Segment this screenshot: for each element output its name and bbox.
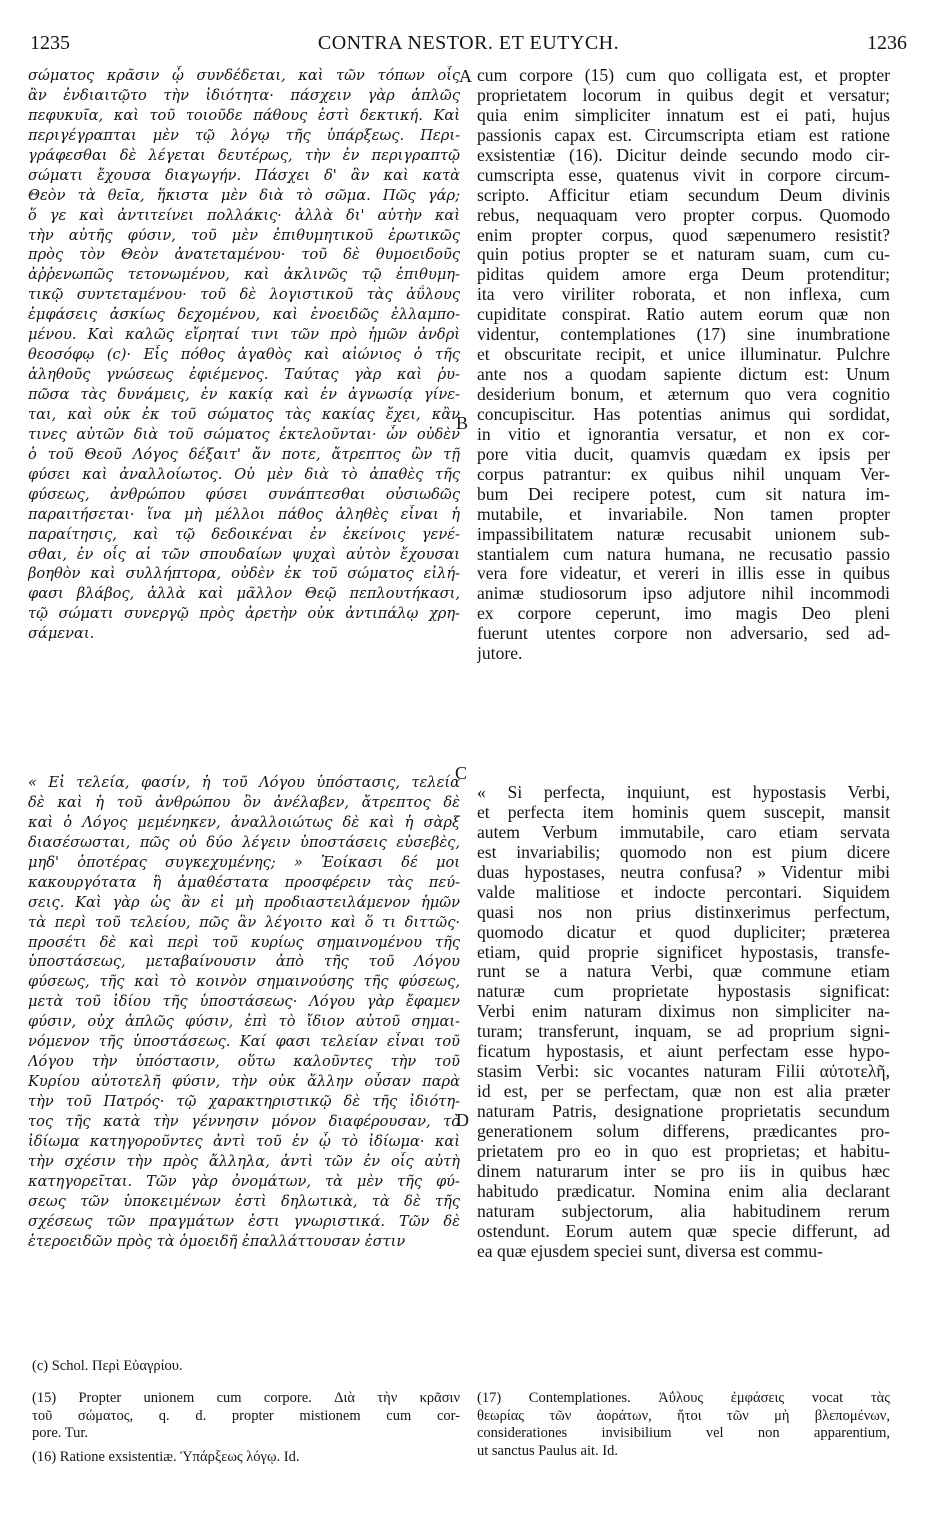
latin-text-line: et obscuritate recipit, et unice illuminatur. Pulchre	[477, 345, 890, 365]
latin-text-line: proprietatem locorum in quibus degit et versatur;	[477, 85, 890, 105]
greek-text-line: νόμενον τῆς ὑποστάσεως. Καί φασι τελείαν εἶναι τοῦ	[28, 1033, 460, 1051]
latin-text-line: impassibilitatem naturæ recusabit unionem sub-	[477, 524, 890, 544]
greek-text-line: μένου. Καὶ καλῶς εἴρηταί τινι τῶν πρὸ ἡμῶν ἀνδρὶ	[28, 326, 460, 344]
greek-text-line: μετὰ τοῦ ἰδίου τῆς ὑποστάσεως· Λόγου γὰρ ἔφαμεν	[28, 993, 460, 1011]
footnote-15-text-line: pore. Tur.	[32, 1425, 89, 1441]
latin-text-line: « Si perfecta, inquiunt, est hypostasis Verbi,	[477, 783, 890, 802]
greek-text-line: τὰ περὶ τοῦ τελείου, πῶς ἂν λέγοιτο καὶ ὅ τι διττῶς·	[28, 913, 460, 931]
greek-text-line: Θεὸν τὰ θεῖα, ἥκιστα μὲν διὰ τὸ σῶμα. Πῶς γάρ;	[28, 186, 460, 204]
greek-text-line: προσέτι δὲ καὶ περὶ τοῦ κυρίως σημαινομένου τῆς	[28, 933, 460, 951]
greek-text-line: τὴν σχέσιν τὴν πρὸς ἄλληλα, ἀντὶ τῶν ἐν οἷς αὐτὴ	[28, 1152, 460, 1170]
latin-text-line: turam; transferunt, inquam, se ad proprium signi-	[477, 1022, 890, 1042]
latin-text-line: runt se a natura Verbi, quæ commune etiam	[477, 962, 890, 982]
greek-text-line: θεοσόφῳ (c)· Εἷς πόθος ἀγαθὸς καὶ αἰώνιος ὁ τῆς	[28, 346, 460, 364]
latin-text-line: Verbi enim naturam diximus non simpliciter na-	[477, 1002, 890, 1022]
latin-text-line: habitudo prædicatur. Nomina enim alia declarant	[477, 1181, 890, 1201]
latin-text-line: ex corpore ceperunt, imo magis Deo pleni	[477, 604, 890, 624]
greek-text-line: ἐμφάσεις ἀσκίως δεχομένου, καὶ ἑνοειδῶς ἐλλαμπο-	[28, 306, 460, 324]
greek-text-line: τὴν αὐτῆς φύσιν, τοῦ μὲν ἐπιθυμητικοῦ ἐρωτικῶς	[28, 226, 460, 244]
latin-text-line: et perfecta item hominis quem suscepit, mansit	[477, 802, 890, 822]
latin-text-line: stasim Verbi: sic vocantes naturam Filii αὐτοτελῆ,	[477, 1062, 890, 1082]
running-header	[30, 32, 907, 60]
footnote-17-text-line: θεωρίας τῶν ἀοράτων, ἤτοι τῶν μὴ βλεπομένων,	[477, 1407, 890, 1424]
latin-text-line: vera fore videatur, et vereri in illis esse in quibus	[477, 564, 890, 584]
latin-column-paragraph-2	[477, 783, 890, 1262]
greek-text-line: φύσεως, τῆς καὶ τὸ κοινὸν σημαινούσης τῆς φύσεως,	[28, 973, 460, 991]
latin-text-line: jutore.	[477, 644, 523, 664]
greek-text-line: πεφυκυῖα, καὶ τοῦ τοιοῦδε πάθους ἐστὶ δεκτική. Καὶ	[28, 106, 460, 124]
footnote-17	[477, 1390, 890, 1460]
latin-text-line: stantialem cum natura humana, ne recusatio passio	[477, 544, 890, 564]
latin-text-line: cumscripta esse, quatenus vivit in corpore circum-	[477, 165, 890, 185]
latin-text-line: pore vitia ducit, quamvis quædam ex ipsis per	[477, 444, 890, 464]
greek-text-line: ἑτεροειδῶν πρὸς τὰ ὁμοειδῆ ἐπαλλάττουσαν ἐστιν	[28, 1232, 406, 1250]
greek-text-line: κατηγορεῖται. Τῶν γὰρ ὀνομάτων, τὰ μὲν τῆς φύ-	[28, 1172, 460, 1190]
margin-marker-c: C	[455, 763, 468, 783]
latin-text-line: ante nos a quodam sapiente dictum est: Unum	[477, 365, 890, 385]
greek-text-line: ἂν ἐνδιαιτῷτο τὴν ἰδιότητα· πάσχειν γὰρ ἁπλῶς	[28, 86, 460, 104]
greek-column-paragraph-2	[28, 773, 460, 1252]
greek-text-line: σθαι, ἐν οἷς αἱ τῶν σπουδαίων ψυχαὶ αὐτὸν ἔχουσαι	[28, 545, 460, 563]
latin-text-line: ficatum hypostasis, et aiunt perfectam esse hypo-	[477, 1042, 890, 1062]
greek-text-line: παραίτησις, καὶ τῷ δεδοικέναι ἐν ἐκείνοις γενέ-	[28, 525, 460, 543]
greek-text-line: σεως τῶν ὑποκειμένων ἐστὶ δηλωτικὰ, τὰ δὲ τῆς	[28, 1192, 460, 1210]
latin-text-line: generationem solum differens, prædicantes pro-	[477, 1121, 890, 1141]
latin-text-line: quia enim simpliciter innatum est ei pati, hujus	[477, 105, 890, 125]
footnote-17-text-line: (17) Contemplationes. Ἀΰλους ἐμφάσεις vocat τὰς	[477, 1390, 890, 1406]
latin-text-line: in vitio et ignorantia versatur, et non ex cor-	[477, 424, 890, 444]
greek-text-line: πρὸς τὸν Θεὸν ἀνατεταμένου· τοῦ δὲ θυμοειδοῦς	[28, 246, 460, 264]
greek-text-line: ἰδίωμα κατηγοροῦντες ἀντὶ τοῦ ἐν ᾧ τὸ ἰδίωμα· καὶ	[28, 1132, 460, 1150]
page-number-left: 1235	[30, 32, 70, 54]
footnote-17-text-line: ut sanctus Paulus ait. Id.	[477, 1442, 618, 1459]
latin-text-line: rebus, nequaquam vero propter corpus. Quomodo	[477, 205, 890, 225]
greek-text-line: δὲ καὶ ἡ τοῦ ἀνθρώπου ὃν ἀνέλαβεν, ἄτρεπτος δὲ	[28, 793, 460, 811]
footnote-15-text-line: (15) Propter unionem cum corpore. Διὰ τὴν κρᾶσιν	[32, 1390, 460, 1406]
latin-text-line: est invariabilis; quomodo non est pium dicere	[477, 842, 890, 862]
latin-text-line: prietatem pro eo in quo est proprietas; et habitu-	[477, 1141, 890, 1161]
greek-text-line: ται, καὶ οὐκ ἐκ τοῦ σώματος τὰς κακίας ἔχει, κἂν	[28, 405, 460, 423]
greek-text-line: Λόγου τὴν ὑπόστασιν, οὕτω καλοῦντες τὴν τοῦ	[28, 1053, 460, 1071]
greek-text-line: ὁ τοῦ Θεοῦ Λόγος δέξαιτ' ἄν ποτε, ἄτρεπτος ὢν τῇ	[28, 445, 460, 463]
latin-text-line: quin potius propter se et naturam suam, cum cu-	[477, 245, 890, 265]
latin-text-line: ea quæ ejusdem speciei sunt, diversa est commu-	[477, 1241, 823, 1261]
greek-text-line: ἀληθοῦς γνώσεως ἐφιέμενος. Ταύτας γὰρ καὶ ῥυ-	[28, 366, 460, 384]
greek-text-line: παραιτήσεται· ἵνα μὴ μέλλοι πάθος ἀληθὲς εἶναι ἡ	[28, 505, 460, 523]
latin-text-line: fuerunt utentes corpore non adversario, sed ad-	[477, 624, 890, 644]
greek-text-line: τος τῆς κατὰ τὴν γέννησιν μόνον διαφέρουσαν, τὸ	[28, 1112, 460, 1130]
footnote-17-text-line: considerationes invisibilium vel non apparentium,	[477, 1425, 890, 1441]
greek-column-paragraph-1	[28, 66, 460, 644]
greek-text-line: μηδ' ὁποτέρας συγκεχυμένης; » Ἐοίκασι δέ μοι	[28, 853, 460, 871]
latin-text-line: cum corpore (15) cum quo colligata est, et propter	[477, 66, 890, 85]
greek-text-line: κακουργότατα ἢ ἀμαθέστατα προσφέρειν τὰς πεύ-	[28, 873, 460, 891]
latin-text-line: duas hypostases, neutra confusa? » Videntur mibi	[477, 862, 890, 882]
margin-marker-b: B	[456, 413, 469, 433]
greek-text-line: « Εἰ τελεία, φασίν, ἡ τοῦ Λόγου ὑπόστασις, τελεία	[28, 774, 460, 791]
greek-text-line: σώματος κρᾶσιν ᾧ συνδέδεται, καὶ τῶν τόπων οἷς	[28, 67, 460, 84]
greek-text-line: φασι βλάβος, ἀλλὰ καὶ μᾶλλον Θεῷ πεπλουτήκασι,	[28, 585, 460, 603]
margin-marker-d: D	[456, 1110, 469, 1130]
latin-text-line: dinem naturarum inter se pro iis in quibus hæc	[477, 1161, 890, 1181]
greek-text-line: σώματι ἔχουσα διαγωγήν. Πάσχει δ' ἂν καὶ κατὰ	[28, 166, 460, 184]
latin-text-line: mutabile, et invariabile. Non tamen propter	[477, 504, 890, 524]
greek-text-line: καὶ ὁ Λόγος μεμένηκεν, ἀναλλοιώτως δὲ καὶ ἡ σὰρξ	[28, 813, 460, 831]
greek-text-line: Κυρίου αὐτοτελῆ φύσιν, τὴν οὐκ ἄλλην οὖσαν παρὰ	[28, 1073, 460, 1091]
latin-text-line: piditas quidem amore erga Deum protenditur;	[477, 265, 890, 285]
latin-text-line: videntur, contemplationes (17) sine inumbratione	[477, 325, 890, 345]
latin-text-line: naturam Patris, designatione proprietatis secundum	[477, 1102, 890, 1121]
latin-column-paragraph-1	[477, 66, 890, 664]
latin-text-line: quasi nos non prius distinxerimus perfectum,	[477, 902, 890, 922]
latin-text-line: autem Verbum immutabile, caro etiam servata	[477, 822, 890, 842]
greek-text-line: τικῷ συντεταμένου· τοῦ δὲ λογιστικοῦ τὰς ἀΰλους	[28, 286, 460, 304]
footnote-16	[32, 1449, 460, 1467]
greek-text-line: ὅ γε καὶ ἀντιτείνει πολλάκις· ἀλλὰ δι' αὐτὴν καὶ	[28, 206, 460, 224]
greek-text-line: διασέσωσται, πῶς οὐ δύο λέγειν ὑποστάσεις εὐσεβὲς,	[28, 833, 460, 851]
greek-text-line: τῷ σώματι συνεργῷ πρὸς ἀρετὴν οὐκ ἀντιπάλῳ χρη-	[28, 605, 460, 623]
footnote-15	[32, 1390, 460, 1443]
latin-text-line: enim propter corpus, quod sæpenumero resistit?	[477, 225, 890, 245]
latin-text-line: ita vero viriliter roborata, et non inflexa, cum	[477, 285, 890, 305]
greek-text-line: πῶσα τὰς δυνάμεις, ἐν κακίᾳ καὶ ἐν ἀγνωσίᾳ γίνε-	[28, 386, 460, 403]
greek-text-line: τὴν τοῦ Πατρός· τῷ χαρακτηριστικῷ δὲ τῆς ἰδιότη-	[28, 1093, 460, 1110]
latin-text-line: id est, per se perfectam, quæ non est alia præter	[477, 1082, 890, 1102]
margin-marker-a: A	[459, 66, 472, 86]
greek-text-line: ἀῤῥενωπῶς τετονωμένου, καὶ ἀκλινῶς τῷ ἐπιθυμη-	[28, 266, 460, 284]
latin-text-line: corpus patrantur: ex quibus nihil unquam Ver-	[477, 464, 890, 484]
latin-text-line: exsistentiæ (16). Dicitur deinde secundo modo cir-	[477, 145, 890, 165]
latin-text-line: valde malitiose et indocte percontari. Siquidem	[477, 882, 890, 902]
greek-text-line: σχέσεως τῶν πραγμάτων ἐστι γνωριστικά. Τῶν δὲ	[28, 1212, 460, 1230]
latin-text-line: quomodo dicatur et quod dupliciter; præterea	[477, 922, 890, 942]
greek-text-line: τινες αὐτῶν διὰ τοῦ σώματος ἐκτελοῦνται· ὧν οὐδὲν	[28, 425, 460, 443]
footnote-16-text: (16) Ratione exsistentiæ. Ὑπάρξεως λόγῳ. Id.	[32, 1449, 300, 1465]
latin-text-line: naturæ cum proprietate hypostasis significat:	[477, 982, 890, 1002]
greek-text-line: βοηθὸν καὶ συλλήπτορα, οὐδὲν ἐκ τοῦ σώματος εἰλή-	[28, 565, 460, 583]
greek-text-line: γράφεσθαι δὲ λέγεται δευτέρως, τὴν ἐν περιγραπτῷ	[28, 146, 460, 164]
greek-text-line: φύσεως, ἀνθρώπου φύσει συνάπτεσθαι οὐσιωδῶς	[28, 485, 460, 503]
latin-text-line: passionis capax est. Circumscripta etiam est ratione	[477, 125, 890, 145]
footnote-15-text-line: τοῦ σώματος, q. d. propter mistionem cum cor-	[32, 1407, 460, 1424]
latin-text-line: scripto. Afficitur etiam secundum Deum divinis	[477, 185, 890, 205]
greek-text-line: φύσιν, οὐχ ἁπλῶς φύσιν, ἐπὶ τὸ ἴδιον αὐτοῦ σημαι-	[28, 1013, 460, 1031]
footnote-c-text: (c) Schol. Περὶ Εὐαγρίου.	[32, 1358, 183, 1374]
latin-text-line: animæ studiosorum ipso adjutore nihil incommodi	[477, 584, 890, 604]
greek-text-line: φύσει καὶ ἀναλλοίωτος. Οὐ μὲν διὰ τὸ ἀπαθὲς τῆς	[28, 465, 460, 483]
running-title: CONTRA NESTOR. ET EUTYCH.	[317, 32, 620, 54]
latin-text-line: cupiditate conspirat. Ratio autem eorum quæ non	[477, 305, 890, 325]
greek-text-line: περιγέγραπται μὲν τῷ λόγῳ τῆς ὑπάρξεως. Περι-	[28, 126, 460, 144]
page-number-right: 1236	[867, 32, 907, 54]
greek-text-line: σάμεναι.	[28, 625, 95, 643]
greek-text-line: σεις. Καὶ γὰρ ὡς ἂν εἰ μὴ προδιαστειλάμενον ἡμῶν	[28, 893, 460, 911]
latin-text-line: ostendunt. Eorum autem quæ specie differunt, ad	[477, 1221, 890, 1241]
latin-text-line: naturam subjectorum, alia habitudinem rerum	[477, 1201, 890, 1221]
footnote-c	[32, 1358, 460, 1376]
latin-text-line: etiam, quid proprie significet hypostasis, transfe-	[477, 942, 890, 962]
latin-text-line: desiderium bonum, et æternum quo vera cognitio	[477, 385, 890, 404]
latin-text-line: bum Dei recipere potest, cum sit natura im-	[477, 484, 890, 504]
greek-text-line: ὑποστάσεως, μεταβαίνουσιν ἀπὸ τῆς τοῦ Λόγου	[28, 953, 460, 971]
latin-text-line: concupiscitur. Has potentias animus qui sordidat,	[477, 404, 890, 424]
